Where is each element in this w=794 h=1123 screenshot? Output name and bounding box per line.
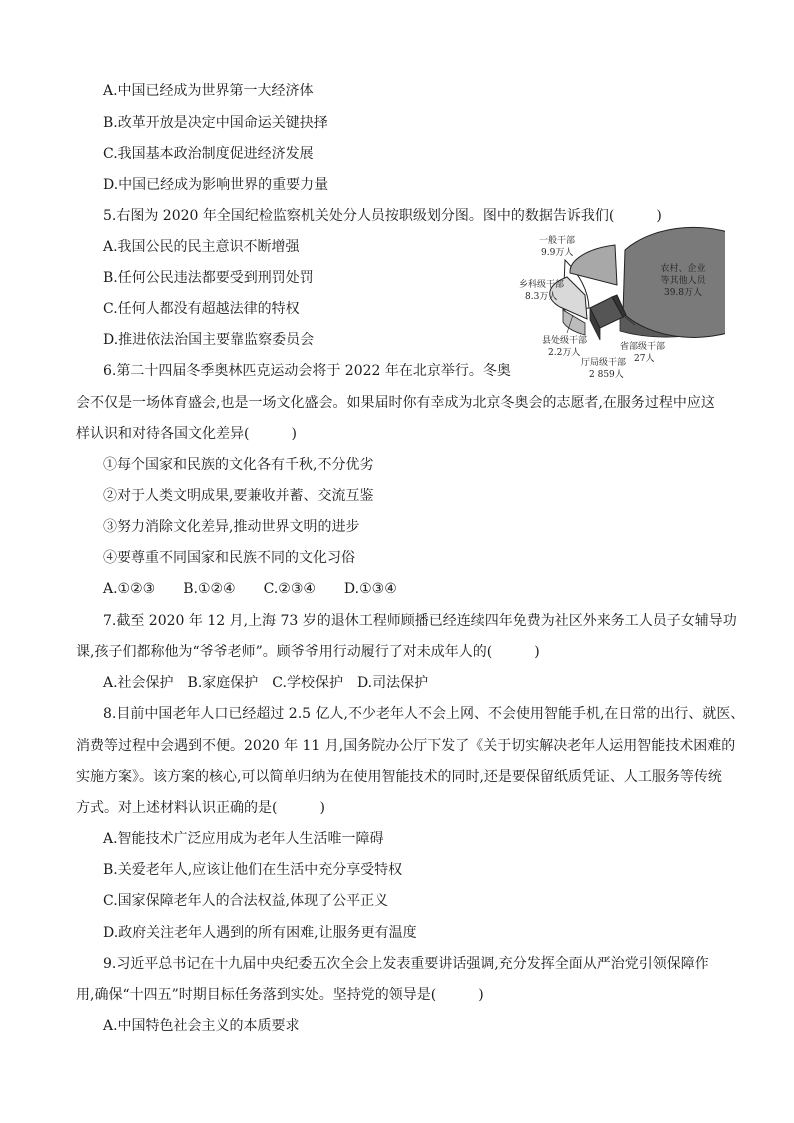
q5-option-a: A.我国公民的民主意识不断增强: [103, 239, 300, 255]
q7-options: A.社会保护 B.家庭保护 C.学校保护 D.司法保护: [103, 675, 429, 691]
q9-option-a: A.中国特色社会主义的本质要求: [103, 1018, 300, 1034]
q7-stem-line1: 7.截至 2020 年 12 月,上海 73 岁的退休工程师顾播已经连续四年免费为社区外来务工人员子女辅导功: [103, 613, 737, 629]
q9-stem-line1: 9.习近平总书记在十九届中央纪委五次全会上发表重要讲话强调,充分发挥全面从严治党引领保障作: [103, 956, 709, 972]
pie-label-county-2: 2.2万人: [548, 348, 581, 358]
pie-label-township-1: 乡科级干部: [519, 280, 565, 290]
q6-options: A.①②③ B.①②④ C.②③④ D.①③④: [103, 581, 397, 597]
pie-label-general-2: 9.9万人: [541, 248, 574, 258]
q6-item-3: ③努力消除文化差异,推动世界文明的进步: [103, 519, 360, 535]
q5-stem: 5.右图为 2020 年全国纪检监察机关处分人员按职级划分图。图中的数据告诉我们( ): [103, 208, 662, 224]
pie-label-general-1: 一般干部: [539, 236, 576, 246]
pie-label-other-3: 39.8万人: [663, 288, 703, 298]
q8-option-a: A.智能技术广泛应用成为老年人生活唯一障碍: [103, 831, 384, 847]
pie-label-province-1: 省部级干部: [620, 342, 666, 352]
q6-stem-line2: 会不仅是一场体育盛会,也是一场文化盛会。如果届时你有幸成为北京冬奥会的志愿者,在服务过程中应这: [76, 395, 715, 411]
q7-stem-line2: 课,孩子们都称他为“爷爷老师”。顾爷爷用行动履行了对未成年人的( ): [76, 644, 540, 660]
q4-option-c: C.我国基本政治制度促进经济发展: [103, 146, 314, 162]
q8-stem-line3: 实施方案》。该方案的核心,可以简单归纳为在使用智能技术的同时,还是要保留纸质凭证、人工服务等传统: [76, 769, 722, 785]
q5-option-c: C.任何人都没有超越法律的特权: [103, 301, 300, 317]
q4-option-d: D.中国已经成为影响世界的重要力量: [103, 177, 329, 193]
pie-chart-svg: [505, 225, 725, 385]
pie-label-province-2: 27人: [634, 354, 655, 364]
q6-item-2: ②对于人类文明成果,要兼收并蓄、交流互鉴: [103, 488, 374, 504]
q8-option-d: D.政府关注老年人遇到的所有困难,让服务更有温度: [103, 925, 417, 941]
q9-stem-line2: 用,确保“十四五”时期目标任务落到实处。坚持党的领导是( ): [76, 987, 484, 1003]
q4-option-b: B.改革开放是决定中国命运关键抉择: [103, 115, 328, 131]
pie-chart: [505, 225, 725, 385]
q8-option-b: B.关爱老年人,应该让他们在生活中充分享受特权: [103, 862, 403, 878]
pie-label-county-1: 县处级干部: [542, 336, 588, 346]
q6-item-4: ④要尊重不同国家和民族不同的文化习俗: [103, 550, 355, 566]
q6-stem-line3: 样认识和对待各国文化差异( ): [76, 426, 297, 442]
pie-label-bureau-2: 2 859人: [589, 370, 624, 380]
q6-item-1: ①每个国家和民族的文化各有千秋,不分优劣: [103, 457, 374, 473]
pie-label-township-2: 8.3万人: [525, 292, 558, 302]
pie-label-other-2: 等其他人员: [660, 276, 706, 286]
q5-option-d: D.推进依法治国主要靠监察委员会: [103, 332, 315, 348]
pie-label-other-1: 农村、企业: [660, 264, 706, 274]
q5-option-b: B.任何公民违法都要受到刑罚处罚: [103, 270, 314, 286]
q6-stem-line1: 6.第二十四届冬季奥林匹克运动会将于 2022 年在北京举行。冬奥: [103, 363, 511, 379]
q8-stem-line2: 消费等过程中会遇到不便。2020 年 11 月,国务院办公厅下发了《关于切实解决老年人运用智能技术困难的: [76, 738, 736, 754]
pie-label-bureau-1: 厅局级干部: [581, 358, 627, 368]
q8-stem-line1: 8.目前中国老年人口已经超过 2.5 亿人,不少老年人不会上网、不会使用智能手机,在日常的出行、就医、: [103, 706, 745, 722]
q8-option-c: C.国家保障老年人的合法权益,体现了公平正义: [103, 893, 389, 909]
q8-stem-line4: 方式。对上述材料认识正确的是( ): [76, 800, 325, 816]
q4-option-a: A.中国已经成为世界第一大经济体: [103, 83, 314, 99]
